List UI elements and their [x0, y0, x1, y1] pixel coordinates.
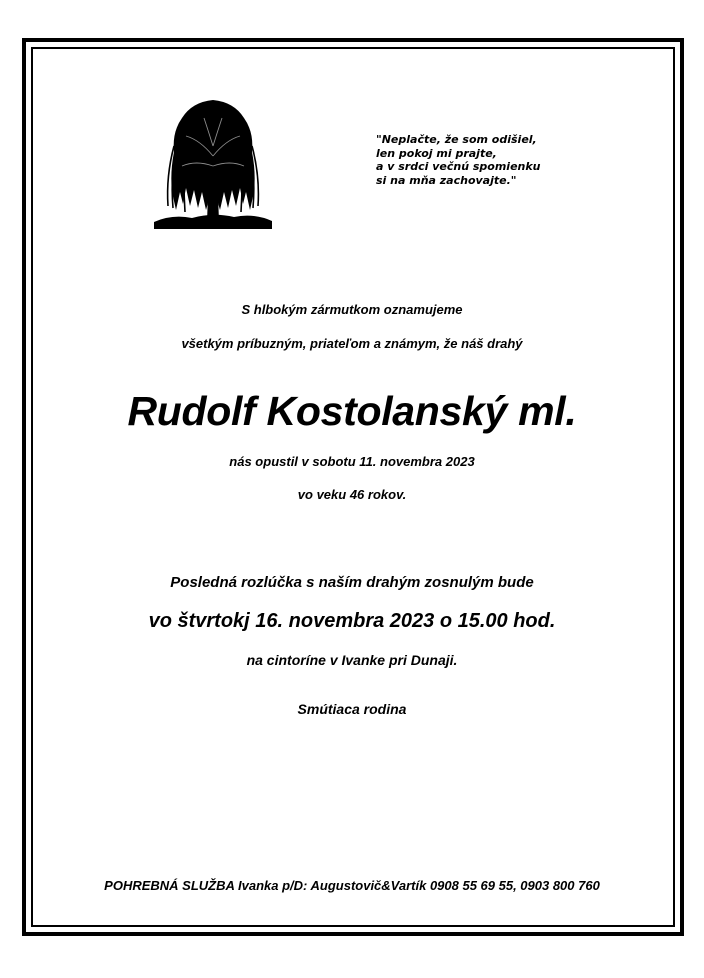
funeral-intro: Posledná rozlúčka s naším drahým zosnulým bude: [170, 574, 534, 591]
quote-line: si na mňa zachovajte.": [376, 173, 517, 187]
funeral-service-footer: POHREBNÁ SLUŽBA Ivanka p/D: Augustovič&Vartík 0908 55 69 55, 0903 800 760: [104, 878, 600, 893]
funeral-datetime: vo štvrtokj 16. novembra 2023 o 15.00 hod.: [148, 610, 556, 632]
weeping-willow-icon: [152, 96, 274, 232]
funeral-place: na cintoríne v Ivanke pri Dunaji.: [246, 652, 458, 668]
announcement-intro-line1: S hlbokým zármutkom oznamujeme: [241, 302, 463, 317]
death-date: nás opustil v sobotu 11. novembra 2023: [229, 454, 475, 469]
announcement-intro-line2: všetkým príbuzným, priateľom a známym, že náš drahý: [181, 336, 523, 351]
quote-line: len pokoj mi prajte,: [376, 146, 497, 160]
memorial-quote: [376, 133, 576, 187]
quote-line: a v srdci večnú spomienku: [376, 160, 541, 173]
signature: Smútiaca rodina: [297, 701, 407, 717]
quote-line: "Neplačte, že som odišiel,: [376, 133, 537, 146]
age-at-death: vo veku 46 rokov.: [297, 487, 407, 502]
deceased-name: Rudolf Kostolanský ml.: [127, 388, 577, 434]
